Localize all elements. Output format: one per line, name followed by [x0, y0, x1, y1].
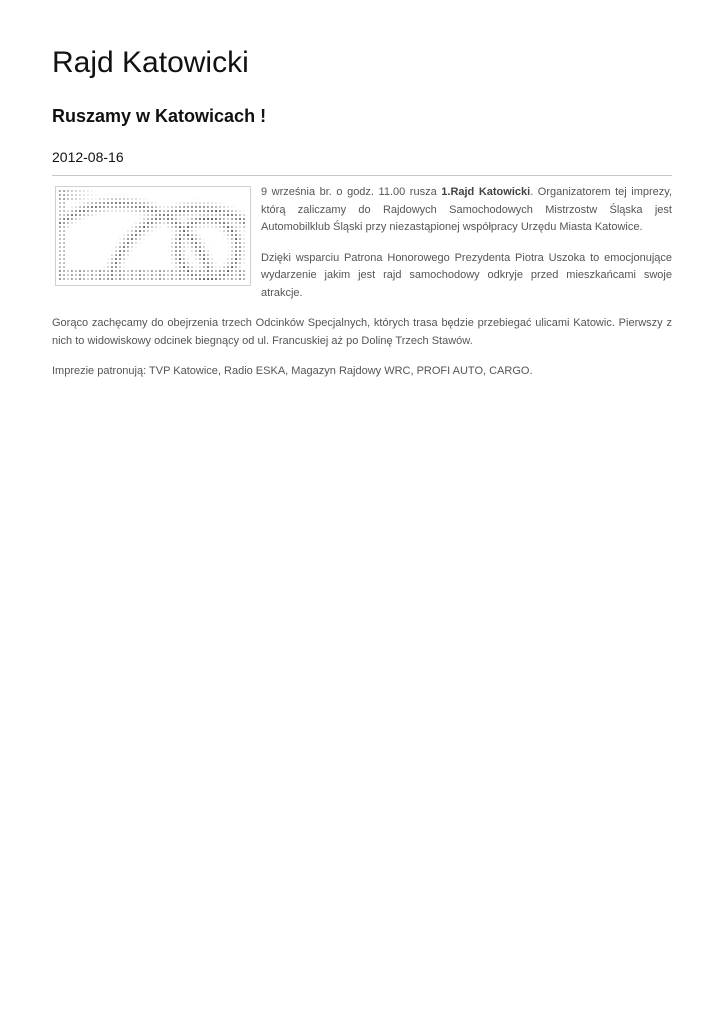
paragraph-intro-bold: 1.Rajd Katowicki [441, 186, 531, 198]
paragraph-sponsors: Imprezie patronują: TVP Katowice, Radio ESKA, Magazyn Rajdowy WRC, PROFI AUTO, CARGO. [52, 365, 533, 377]
paragraph-intro-after: . Organizatorem tej imprezy, którą zaliczamy do Rajdowych Samochodowych Mistrzostw Śląska jest Automobilklub Śląski przy niezastąpionej współpracy Urzędu Miasta Katowice. [261, 186, 673, 233]
divider [52, 175, 672, 176]
site-title: Rajd Katowicki [52, 46, 249, 79]
paragraph-patron: Dzięki wsparciu Patrona Honorowego Prezydenta Piotra Uszoka to emocjonujące wydarzenie jakim jest rajd samochodowy odkryje przed mieszkańcami swoje atrakcje. [261, 251, 672, 299]
halftone-logo-graphic [58, 189, 248, 283]
article-content [52, 184, 672, 394]
article-title: Ruszamy w Katowicach ! [52, 106, 267, 126]
rally-logo-thumbnail-icon[interactable] [55, 186, 251, 286]
paragraph-stages: Gorąco zachęcamy do obejrzenia trzech Odcinków Specjalnych, których trasa będzie przebiegać ulicami Katowic. Pierwszy z nich to widowiskowy odcinek biegnący od ul. Francuskiej aż po Dolinę Trzech Stawów. [52, 317, 672, 347]
article-date: 2012-08-16 [52, 149, 124, 165]
paragraph-intro-before: 9 września br. o godz. 11.00 rusza [261, 186, 442, 198]
